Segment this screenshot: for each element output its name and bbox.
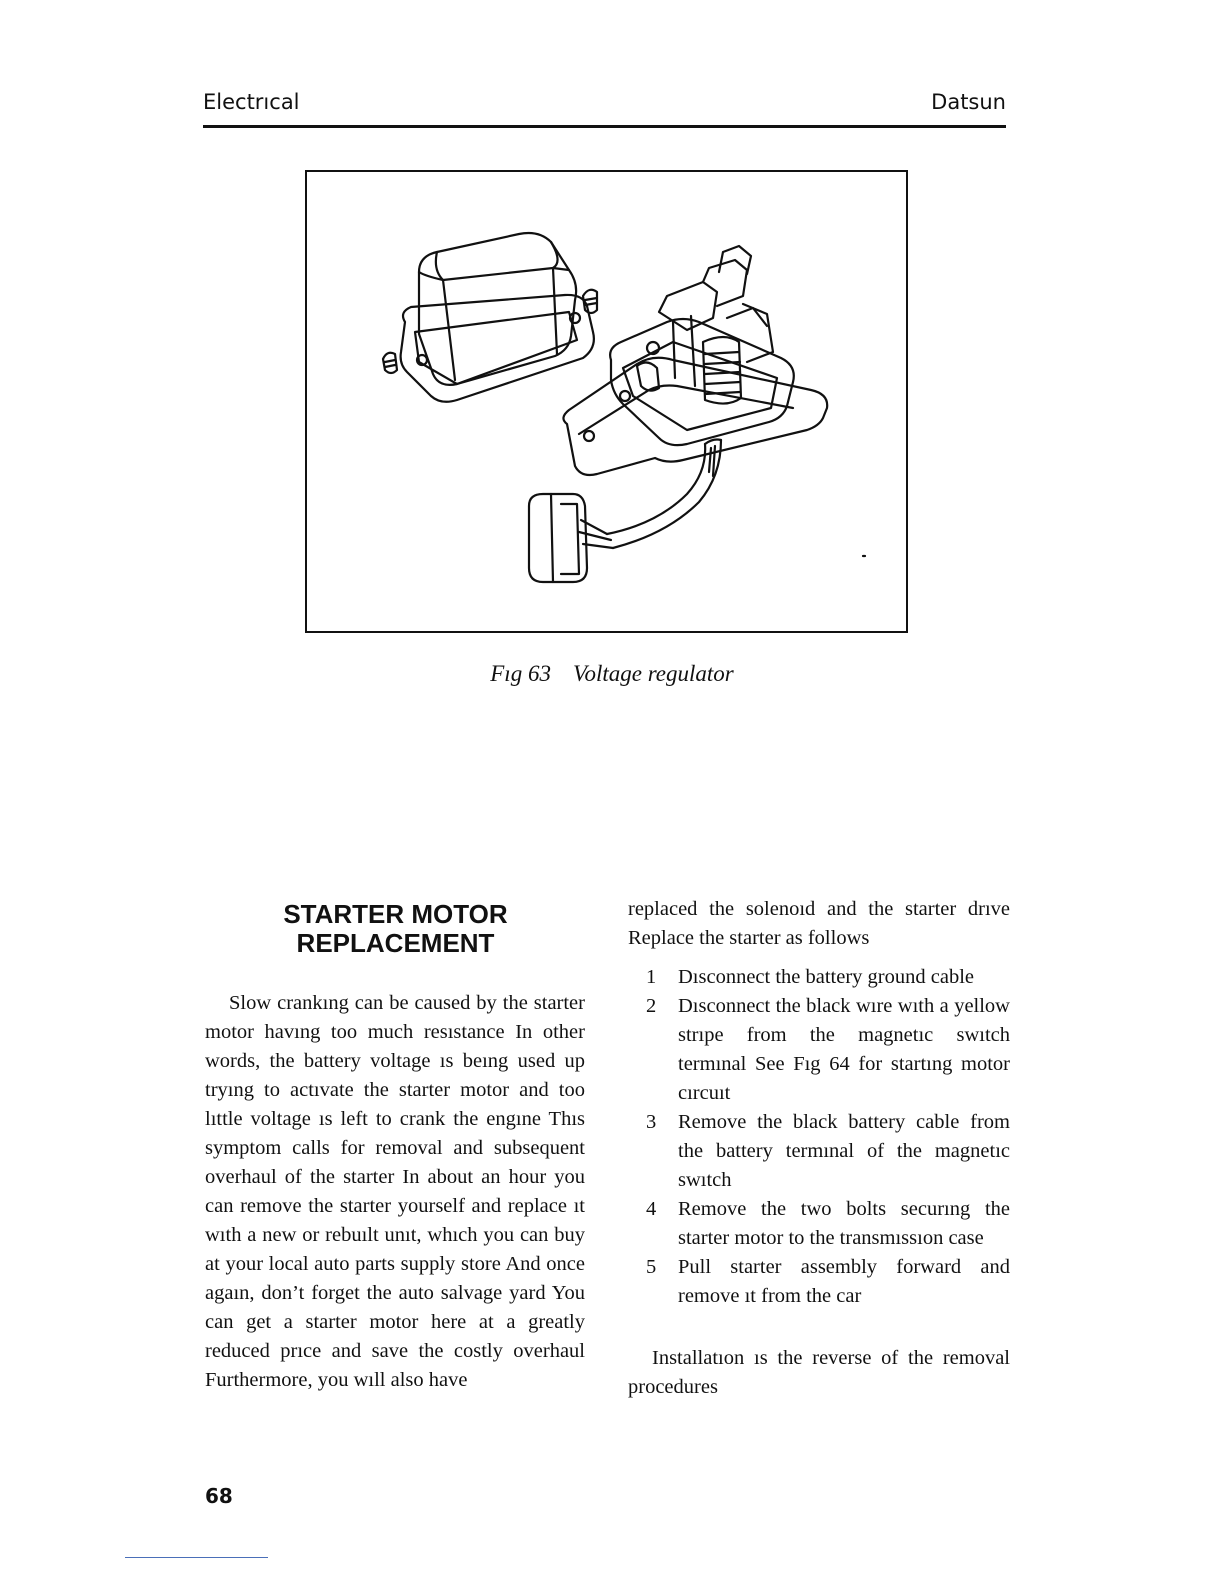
header-rule xyxy=(203,125,1006,128)
step-number: 4 xyxy=(646,1198,657,1220)
right-column xyxy=(628,895,1010,1402)
running-header-section: Electrıcal xyxy=(203,90,300,114)
list-item xyxy=(628,1253,1010,1311)
step-text: Remove the black battery cable from the battery termınal of the magnetıc swıtch xyxy=(678,1111,1010,1191)
figure-number: Fıg 63 xyxy=(490,661,551,686)
section-heading xyxy=(203,900,588,958)
step-number: 2 xyxy=(646,995,657,1017)
step-text: Dısconnect the black wıre wıth a yellow strıpe from the magnetıc swıtch termınal See Fıg 64 for startıng motor cırcuıt xyxy=(678,995,1010,1104)
list-item xyxy=(628,963,1010,992)
page-number: 68 xyxy=(205,1484,233,1508)
section-heading-line-2: REPLACEMENT xyxy=(296,928,495,958)
figure-frame xyxy=(305,170,908,633)
step-text: Dısconnect the battery ground cable xyxy=(678,966,974,988)
cover-body xyxy=(419,233,576,385)
list-item xyxy=(628,1195,1010,1253)
figure-title: Voltage regulator xyxy=(572,661,734,686)
intro-paragraph: Slow crankıng can be caused by the starter motor havıng too much resıstance In other words, the battery voltage ıs beıng used up tryıng to actıvate the starter motor and too lıttle voltage ıs left to crank the engıne Thıs symptom calls for removal and subsequent overhaul of the starter In about an hour you can remove the starter yourself and replace ıt wıth a new or rebuılt unıt, whıch you can buy at your local auto parts supply store And once agaın, don’t forget the auto salvage yard You can get a starter motor here at a greatly reduced prıce and save the costly overhaul Furthermore, you wıll also have xyxy=(205,992,585,1391)
step-number: 3 xyxy=(646,1111,657,1133)
list-item xyxy=(628,1108,1010,1195)
voltage-regulator-icon xyxy=(307,172,906,631)
step-number: 1 xyxy=(646,966,657,988)
step-text: Remove the two bolts securıng the starter motor to the transmıssıon case xyxy=(678,1198,1010,1249)
section-heading-line-1: STARTER MOTOR xyxy=(283,899,508,929)
step-number: 5 xyxy=(646,1256,657,1278)
footer-rule xyxy=(125,1557,268,1558)
step-text: Pull starter assembly forward and remove ıt from the car xyxy=(678,1256,1010,1307)
running-header-brand: Datsun xyxy=(931,90,1006,114)
intro-continued: replaced the solenoıd and the starter drıve Replace the starter as follows xyxy=(628,898,1010,949)
screw-left xyxy=(383,353,397,373)
steps-list xyxy=(628,963,1010,1311)
closing-paragraph: Installatıon ıs the reverse of the removal procedures xyxy=(628,1347,1010,1398)
figure-caption xyxy=(0,661,1224,687)
list-item xyxy=(628,992,1010,1108)
